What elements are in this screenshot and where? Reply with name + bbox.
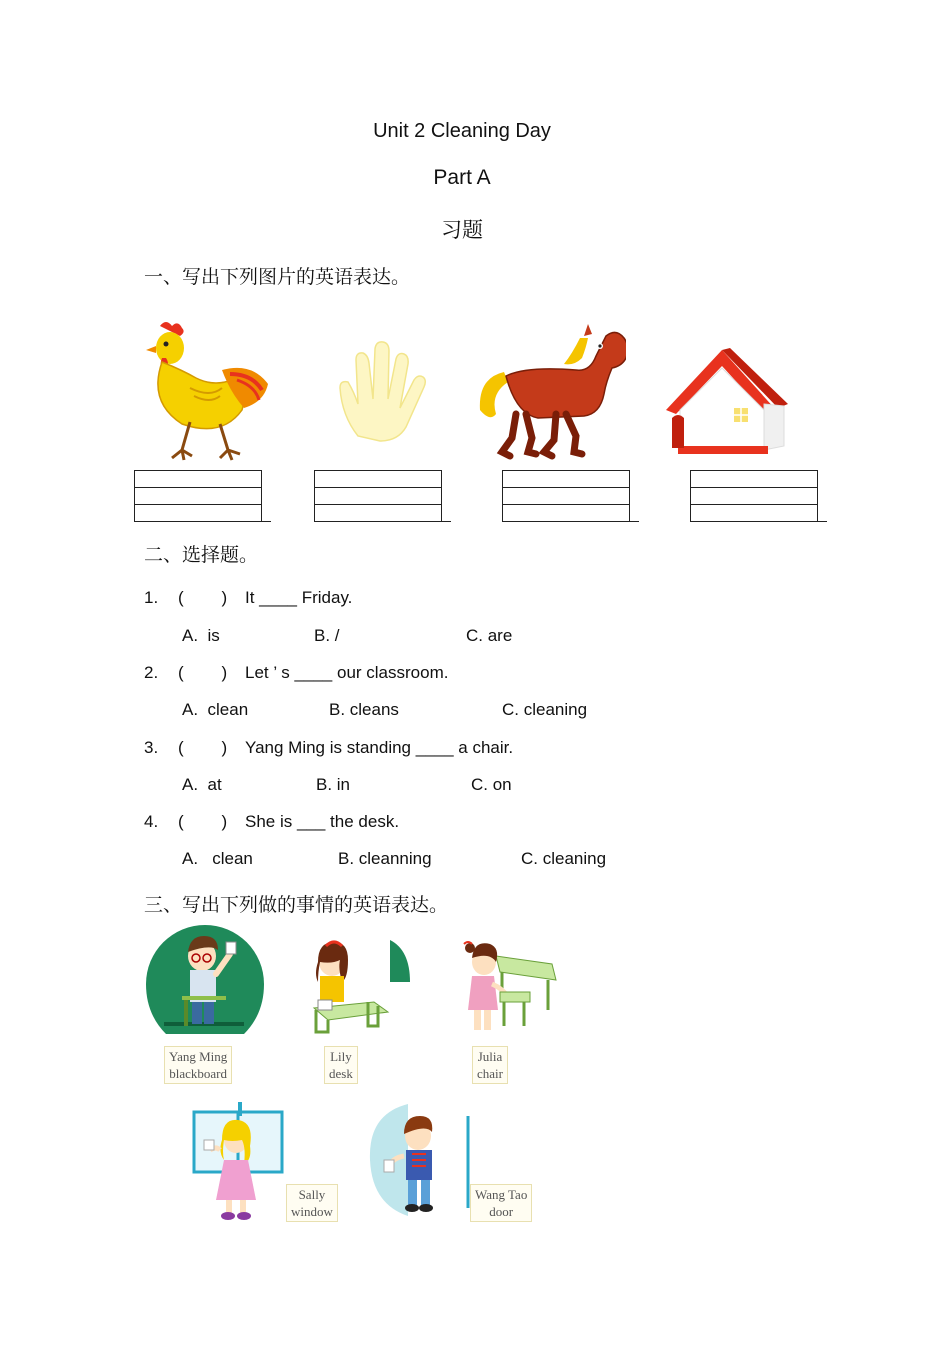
object-name: door bbox=[489, 1204, 514, 1219]
answer-box[interactable] bbox=[502, 470, 630, 522]
answer-parentheses[interactable]: ( ) bbox=[178, 663, 228, 682]
question-number: 1. bbox=[144, 588, 159, 607]
answer-parentheses[interactable]: ( ) bbox=[178, 812, 228, 831]
option-c: C. cleaning bbox=[502, 700, 588, 719]
hand-icon bbox=[328, 318, 432, 442]
option-b: B. / bbox=[314, 626, 340, 645]
question-number: 2. bbox=[144, 663, 159, 682]
option-c: C. on bbox=[471, 775, 512, 794]
answer-box[interactable] bbox=[314, 470, 442, 522]
question-text: She is ___ the desk. bbox=[245, 812, 400, 831]
answer-box[interactable] bbox=[690, 470, 818, 522]
question-text: Let ’ s ____ our classroom. bbox=[245, 663, 449, 682]
option-c: C. cleaning bbox=[521, 849, 607, 868]
answer-parentheses[interactable]: ( ) bbox=[178, 738, 228, 757]
object-name: window bbox=[291, 1204, 333, 1219]
section-1-heading: 一、写出下列图片的英语表达。 bbox=[144, 266, 411, 288]
part-title: Part A bbox=[433, 166, 491, 189]
card-label bbox=[286, 1184, 338, 1222]
option-a: A. clean bbox=[182, 849, 253, 868]
option-a: A. is bbox=[182, 626, 220, 645]
section-3-heading: 三、写出下列做的事情的英语表达。 bbox=[144, 894, 449, 916]
option-b: B. cleanning bbox=[338, 849, 432, 868]
person-name: Yang Ming bbox=[169, 1049, 228, 1064]
chicken-icon bbox=[142, 318, 272, 466]
question-text: Yang Ming is standing ____ a chair. bbox=[245, 738, 514, 757]
option-c: C. are bbox=[466, 626, 513, 645]
person-name: Sally bbox=[298, 1187, 326, 1202]
option-a: A. at bbox=[182, 775, 222, 794]
window-cleaning-icon bbox=[190, 1100, 286, 1222]
person-name: Julia bbox=[477, 1049, 503, 1064]
object-name: blackboard bbox=[169, 1066, 228, 1081]
chair-cleaning-icon bbox=[456, 936, 562, 1044]
card-label bbox=[164, 1046, 232, 1084]
house-icon bbox=[664, 346, 788, 458]
person-name: Wang Tao bbox=[475, 1187, 528, 1202]
question-number: 4. bbox=[144, 812, 159, 831]
option-b: B. in bbox=[316, 775, 351, 794]
question-text: It ____ Friday. bbox=[245, 588, 353, 607]
card-label bbox=[470, 1184, 532, 1222]
person-name: Lily bbox=[330, 1049, 352, 1064]
desk-cleaning-icon bbox=[304, 936, 412, 1044]
exercise-subtitle: 习题 bbox=[441, 218, 483, 242]
section-2-heading: 二、选择题。 bbox=[144, 544, 259, 566]
worksheet-title: Unit 2 Cleaning Day bbox=[373, 120, 551, 142]
horse-icon bbox=[476, 318, 626, 464]
card-label bbox=[324, 1046, 358, 1084]
question-number: 3. bbox=[144, 738, 159, 757]
blackboard-cleaning-icon bbox=[144, 924, 266, 1044]
object-name: desk bbox=[329, 1066, 353, 1081]
object-name: chair bbox=[477, 1066, 503, 1081]
card-label bbox=[472, 1046, 508, 1084]
option-a: A. clean bbox=[182, 700, 249, 719]
answer-box[interactable] bbox=[134, 470, 262, 522]
answer-parentheses[interactable]: ( ) bbox=[178, 588, 228, 607]
door-cleaning-icon bbox=[368, 1100, 472, 1222]
option-b: B. cleans bbox=[329, 700, 399, 719]
